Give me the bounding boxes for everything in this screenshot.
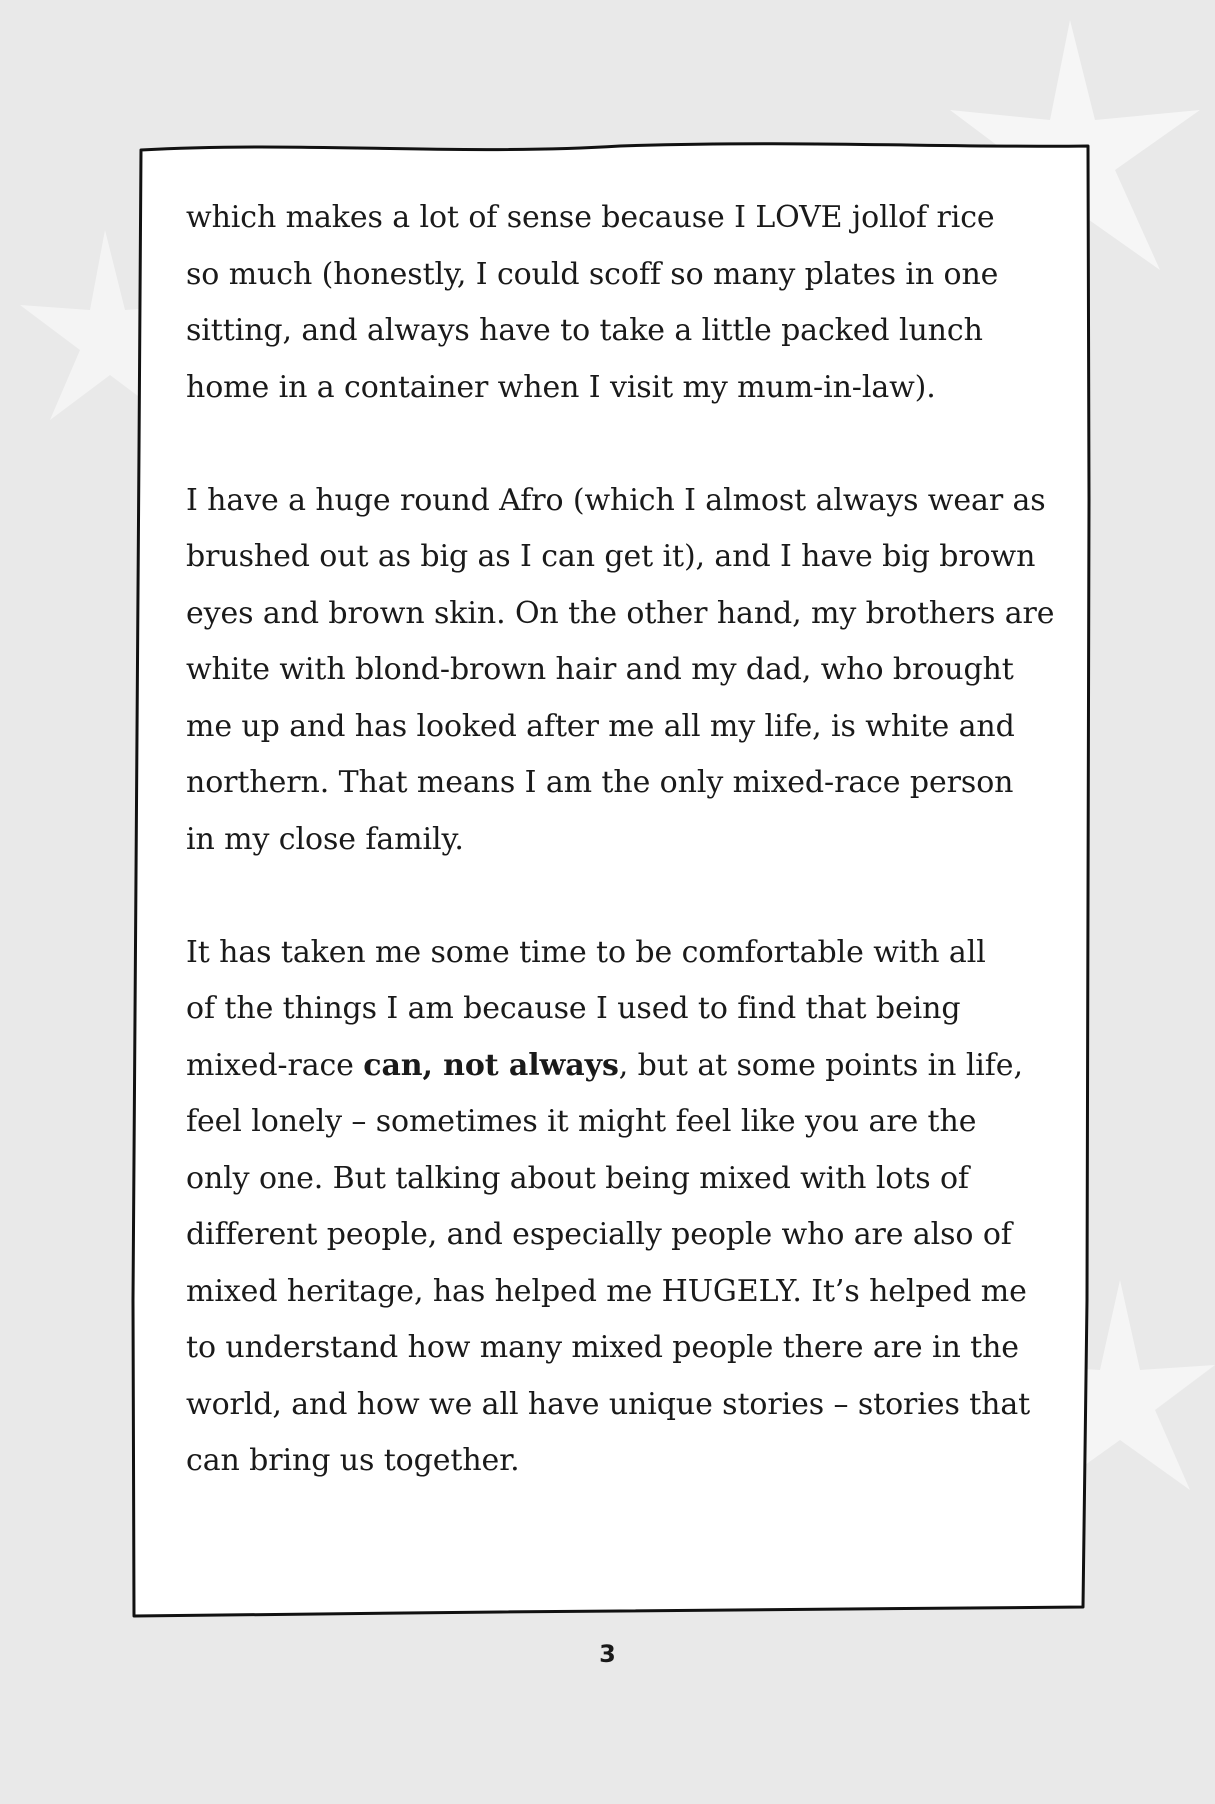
- text-line: to understand how many mixed people there are in the: [186, 1330, 1019, 1365]
- text-line: mixed heritage, has helped me HUGELY. It’s helped me: [186, 1273, 1027, 1309]
- page-number: 3: [599, 1640, 616, 1668]
- text-segment: , but at some points in life,: [618, 1047, 1023, 1083]
- text-line: eyes and brown skin. On the other hand, my brothers are: [186, 595, 1055, 631]
- text-line: feel lonely – sometimes it might feel like you are the: [186, 1104, 977, 1139]
- paragraph-2: [186, 473, 1066, 869]
- text-line: home in a container when I visit my mum-in-law).: [186, 369, 936, 405]
- paragraph-3: [186, 925, 1066, 1490]
- text-line: world, and how we all have unique stories – stories that: [186, 1386, 1031, 1422]
- text-line: can bring us together.: [186, 1443, 520, 1478]
- text-line: so much (honestly, I could scoff so many plates in one: [186, 256, 999, 292]
- text-line: sitting, and always have to take a little packed lunch: [186, 313, 983, 348]
- body-text: [186, 190, 1066, 1546]
- text-line: only one. But talking about being mixed with lots of: [186, 1160, 969, 1196]
- text-line: I have a huge round Afro (which I almost always wear as: [186, 482, 1046, 518]
- text-segment: mixed-race: [186, 1047, 364, 1083]
- text-line: me up and has looked after me all my life, is white and: [186, 708, 1015, 744]
- text-line: of the things I am because I used to find that being: [186, 991, 961, 1026]
- text-line: brushed out as big as I can get it), and I have big brown: [186, 539, 1036, 574]
- text-line: different people, and especially people who are also of: [186, 1217, 1012, 1252]
- paragraph-1: [186, 190, 1066, 416]
- text-line: northern. That means I am the only mixed-race person: [186, 765, 1014, 800]
- text-line: which makes a lot of sense because I LOVE jollof rice: [186, 200, 995, 235]
- text-line: white with blond-brown hair and my dad, who brought: [186, 652, 1014, 687]
- text-line-with-bold: [186, 1038, 1066, 1095]
- text-line: in my close family.: [186, 821, 464, 857]
- bold-emphasis: can, not always: [363, 1047, 619, 1083]
- text-line: It has taken me some time to be comfortable with all: [186, 934, 986, 970]
